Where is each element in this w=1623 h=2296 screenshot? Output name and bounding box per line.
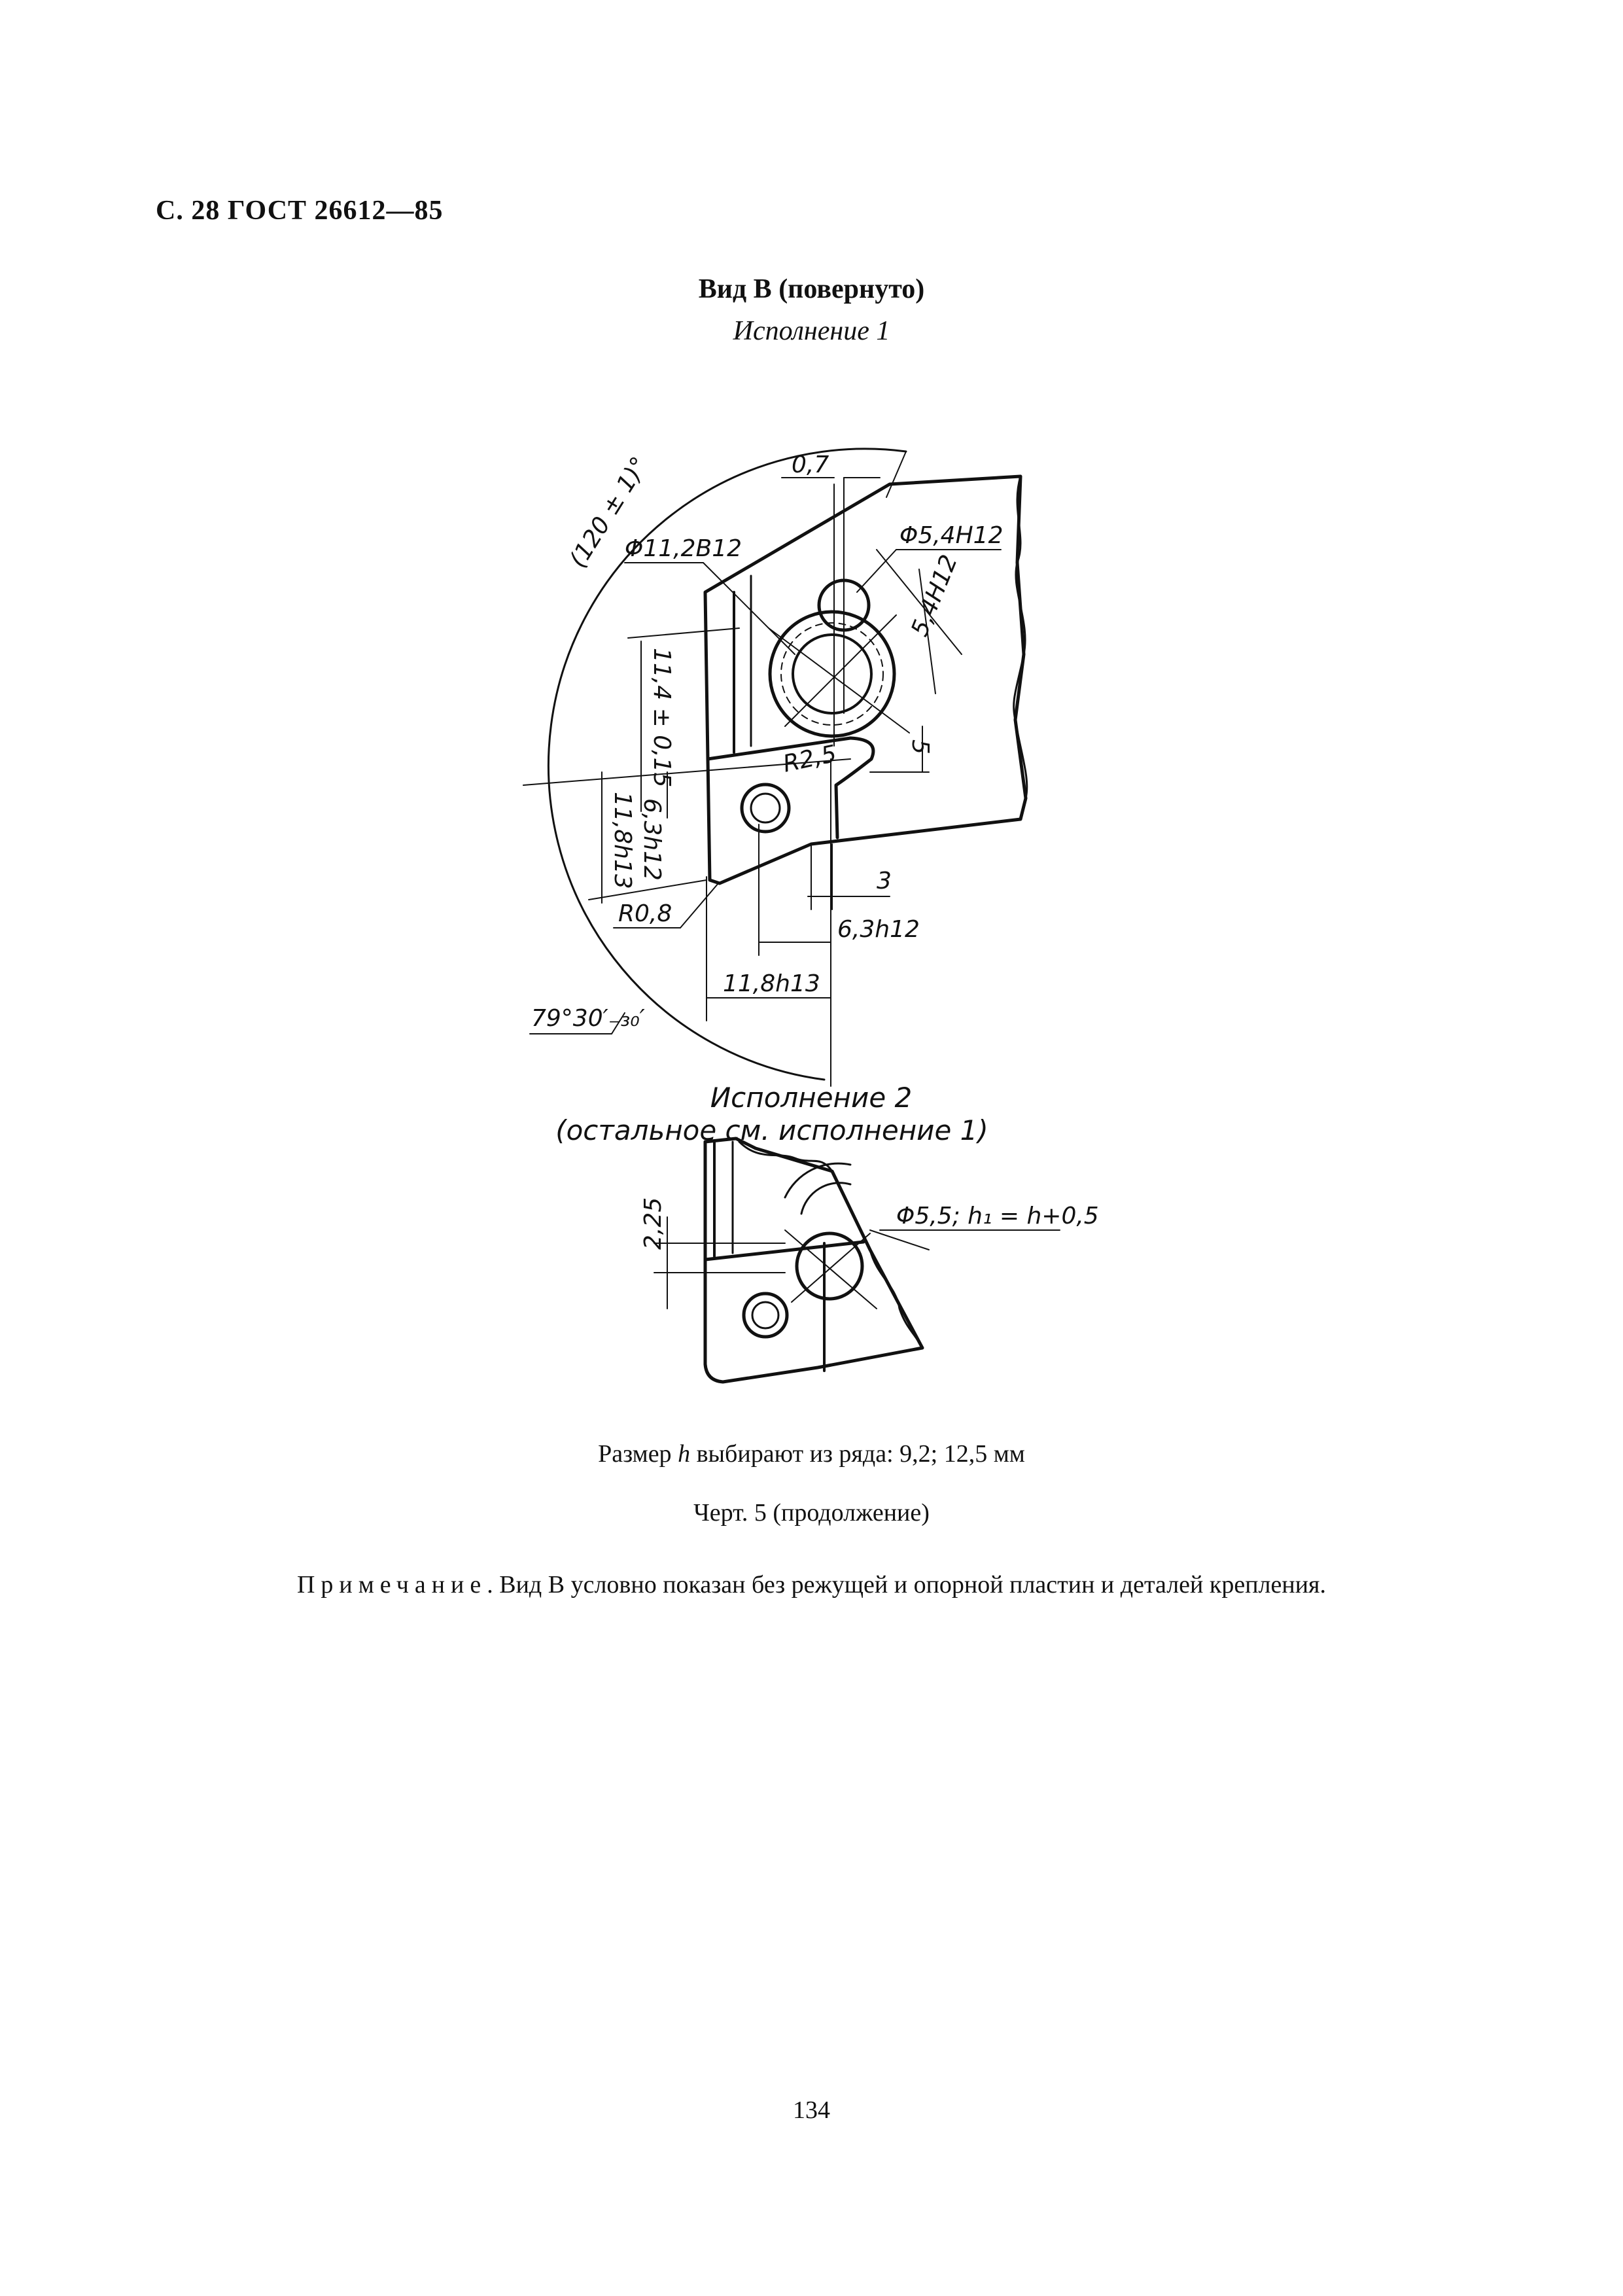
dim-r08: R0,8 [618, 900, 672, 927]
note-text: . Вид В условно показан без режущей и опорной пластин и деталей крепления. [487, 1571, 1327, 1598]
dim-h63h: 6,3h12 [837, 916, 920, 943]
note-paragraph [0, 1570, 1623, 1599]
page-number: 134 [793, 2096, 830, 2124]
variant2-label: Исполнение 2 [710, 1082, 913, 1114]
variant1-label: Исполнение 1 [733, 316, 890, 346]
dim-d55: Φ5,5; h₁ = h+0,5 [896, 1203, 1099, 1229]
dim-h118v: 11,8h13 [609, 792, 636, 889]
size-note [0, 1439, 1623, 1468]
dim-5: 5 [907, 739, 934, 754]
dim-angle-79: 79°30′₋₃₀′ [531, 1005, 645, 1032]
break-line [1014, 476, 1027, 798]
dim-h118h: 11,8h13 [723, 970, 820, 997]
bore-large [770, 612, 894, 736]
dim-3: 3 [877, 868, 892, 894]
holder-outline-v2 [705, 1139, 922, 1382]
dim-h63v: 6,3h12 [638, 798, 665, 881]
dim-gap-07: 0,7 [792, 451, 829, 478]
variant2-note: (остальное см. исполнение 1) [555, 1114, 988, 1146]
size-note-suffix: выбирают из ряда: 9,2; 12,5 мм [690, 1440, 1025, 1468]
dim-angle-120: (120 ± 1)° [564, 452, 654, 573]
note-label: Примечание [296, 1571, 487, 1598]
screw-hole [742, 785, 789, 832]
drawing-ref: Черт. 5 (продолжение) [693, 1499, 930, 1527]
size-note-var: h [678, 1440, 691, 1468]
page-header: С. 28 ГОСТ 26612—85 [156, 196, 444, 226]
size-note-prefix: Размер [598, 1440, 678, 1468]
dim-h114: 11,4 ± 0,15 [648, 648, 675, 788]
dim-r25: R2,5 [780, 740, 839, 778]
dim-d54-lin: 5,4H12 [906, 551, 964, 641]
dim-d112: Φ11,2B12 [625, 535, 742, 562]
dim-d54: Φ5,4H12 [899, 522, 1003, 549]
figure-title: Вид В (повернуто) [698, 274, 925, 304]
dim-225: 2,25 [640, 1197, 667, 1250]
